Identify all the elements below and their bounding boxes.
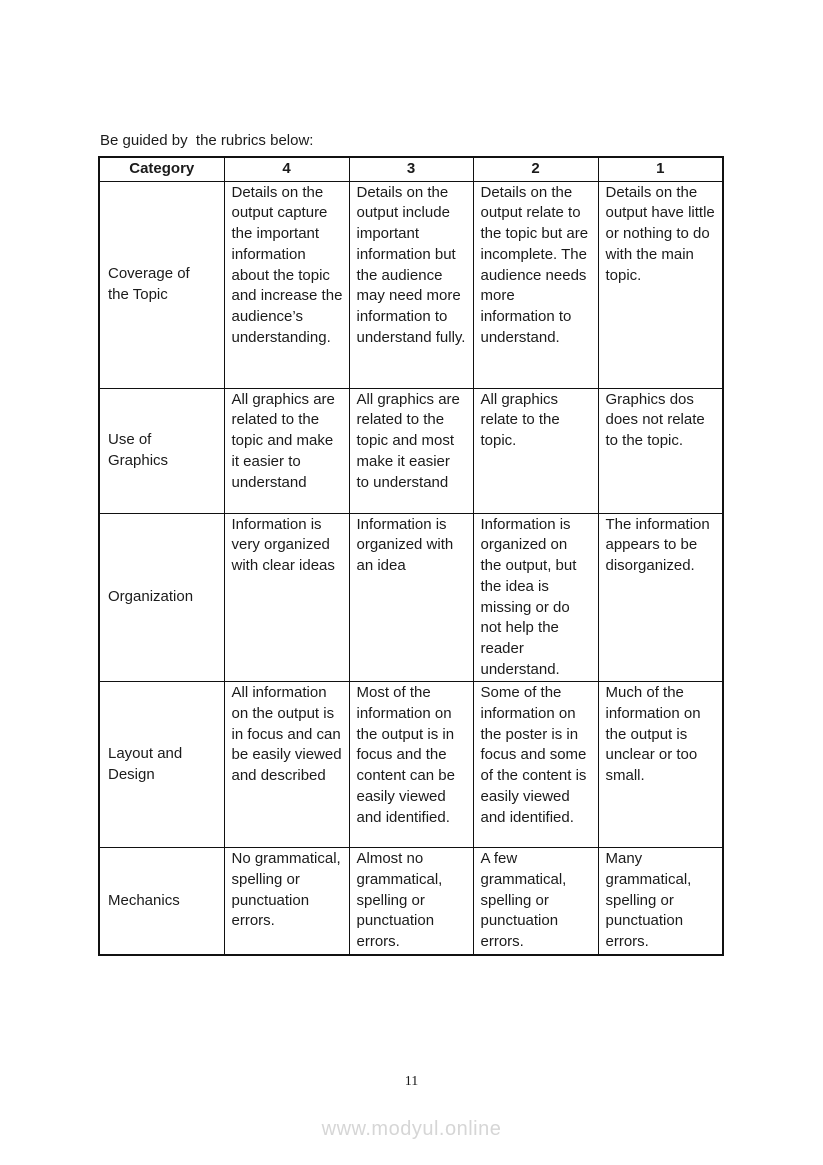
table-row-layout: [99, 682, 723, 848]
category-cell: Layout and Design: [99, 682, 224, 848]
column-header-score-4: 4: [224, 157, 349, 181]
rubric-cell: Many grammatical, spelling or punctuation errors.: [598, 848, 723, 955]
column-header-score-1: 1: [598, 157, 723, 181]
rubric-table: [98, 156, 724, 956]
page-number: 11: [404, 1074, 419, 1089]
rubric-cell: Details on the output include important information but the audience may need more information to understand fully.: [349, 181, 473, 388]
watermark-text: www.modyul.online: [321, 1118, 502, 1140]
rubric-cell: Details on the output relate to the topic but are incomplete. The audience needs more information to understand.: [473, 181, 598, 388]
category-cell: Mechanics: [99, 848, 224, 955]
rubric-cell: Details on the output capture the important information about the topic and increase the audience’s understanding.: [224, 181, 349, 388]
table-row-graphics: [99, 388, 723, 513]
intro-text: Be guided by the rubrics below:: [100, 132, 314, 149]
table-row-coverage: [99, 181, 723, 388]
rubric-cell: Information is organized on the output, but the idea is missing or do not help the reader understand.: [473, 513, 598, 682]
column-header-score-3: 3: [349, 157, 473, 181]
rubric-cell: Almost no grammatical, spelling or punctuation errors.: [349, 848, 473, 955]
rubric-cell: All graphics relate to the topic.: [473, 388, 598, 513]
column-header-category: Category: [99, 157, 224, 181]
category-cell: Organization: [99, 513, 224, 682]
rubric-cell: Information is organized with an idea: [349, 513, 473, 682]
rubric-cell: No grammatical, spelling or punctuation errors.: [224, 848, 349, 955]
rubric-cell: Graphics dos does not relate to the topic.: [598, 388, 723, 513]
rubric-cell: All graphics are related to the topic and make it easier to understand: [224, 388, 349, 513]
column-header-score-2: 2: [473, 157, 598, 181]
rubric-cell: The information appears to be disorganized.: [598, 513, 723, 682]
header-row: [99, 157, 723, 181]
table-row-mechanics: [99, 848, 723, 955]
rubric-cell: Most of the information on the output is in focus and the content can be easily viewed and identified.: [349, 682, 473, 848]
rubric-cell: All graphics are related to the topic and most make it easier to understand: [349, 388, 473, 513]
rubric-cell: Information is very organized with clear ideas: [224, 513, 349, 682]
rubric-cell: Details on the output have little or nothing to do with the main topic.: [598, 181, 723, 388]
rubric-cell: A few grammatical, spelling or punctuation errors.: [473, 848, 598, 955]
rubric-cell: All information on the output is in focus and can be easily viewed and described: [224, 682, 349, 848]
rubric-cell: Some of the information on the poster is in focus and some of the content is easily viewed and identified.: [473, 682, 598, 848]
category-cell: Use of Graphics: [99, 388, 224, 513]
category-cell: Coverage of the Topic: [99, 181, 224, 388]
rubric-cell: Much of the information on the output is unclear or too small.: [598, 682, 723, 848]
table-row-organization: [99, 513, 723, 682]
